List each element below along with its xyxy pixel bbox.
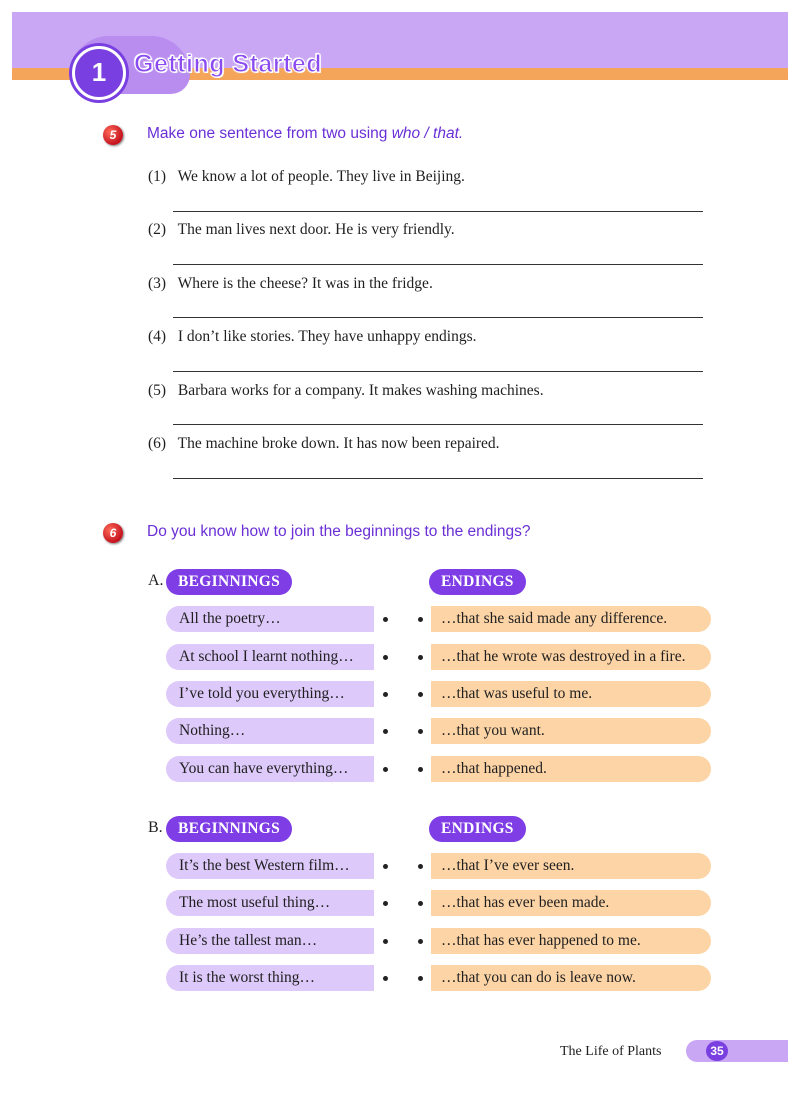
- beginning-item: I’ve told you everything…: [166, 681, 374, 707]
- set-b-endings-header: ENDINGS: [429, 816, 526, 842]
- match-dot-right[interactable]: [418, 901, 423, 906]
- question-text: The machine broke down. It has now been repaired.: [177, 435, 500, 452]
- ending-item: …that happened.: [431, 756, 711, 782]
- match-dot-left[interactable]: [383, 767, 388, 772]
- question-number: (6): [148, 435, 167, 452]
- question-row: [148, 275, 433, 293]
- match-dot-right[interactable]: [418, 692, 423, 697]
- question-number: (1): [148, 168, 167, 185]
- beginning-item: All the poetry…: [166, 606, 374, 632]
- ending-item: …that has ever happened to me.: [431, 928, 711, 954]
- ending-item: …that was useful to me.: [431, 681, 711, 707]
- match-dot-left[interactable]: [383, 617, 388, 622]
- match-dot-right[interactable]: [418, 729, 423, 734]
- match-dot-right[interactable]: [418, 617, 423, 622]
- answer-line-1[interactable]: [173, 211, 703, 212]
- set-a-endings-header: ENDINGS: [429, 569, 526, 595]
- footer-tab: [686, 1040, 788, 1062]
- question-row: [148, 328, 477, 346]
- exercise-6-instruction: Do you know how to join the beginnings to the endings?: [147, 523, 531, 540]
- match-dot-left[interactable]: [383, 655, 388, 660]
- match-dot-right[interactable]: [418, 767, 423, 772]
- answer-line-3[interactable]: [173, 317, 703, 318]
- page-number: 35: [706, 1041, 728, 1061]
- beginning-item: It’s the best Western film…: [166, 853, 374, 879]
- exercise-5-badge: 5: [103, 125, 123, 145]
- question-text: The man lives next door. He is very friendly.: [177, 221, 455, 238]
- question-number: (3): [148, 275, 167, 292]
- match-dot-left[interactable]: [383, 692, 388, 697]
- unit-title: Getting Started: [134, 50, 323, 78]
- question-text: Where is the cheese? It was in the fridge.: [177, 275, 433, 292]
- match-dot-left[interactable]: [383, 864, 388, 869]
- answer-line-4[interactable]: [173, 371, 703, 372]
- question-row: [148, 168, 465, 186]
- answer-line-5[interactable]: [173, 424, 703, 425]
- ending-item: …that he wrote was destroyed in a fire.: [431, 644, 711, 670]
- match-dot-left[interactable]: [383, 939, 388, 944]
- question-number: (5): [148, 382, 167, 399]
- instruction-emphasis: who / that.: [391, 125, 464, 142]
- unit-number-badge: 1: [72, 46, 126, 100]
- beginning-item: He’s the tallest man…: [166, 928, 374, 954]
- question-number: (2): [148, 221, 167, 238]
- match-dot-right[interactable]: [418, 939, 423, 944]
- question-row: [148, 435, 500, 453]
- match-dot-left[interactable]: [383, 976, 388, 981]
- ending-item: …that you can do is leave now.: [431, 965, 711, 991]
- match-dot-right[interactable]: [418, 655, 423, 660]
- footer-book-title: The Life of Plants: [560, 1044, 662, 1059]
- set-b-label: B.: [148, 819, 163, 836]
- set-b-beginnings-header: BEGINNINGS: [166, 816, 292, 842]
- ending-item: …that has ever been made.: [431, 890, 711, 916]
- question-text: I don’t like stories. They have unhappy endings.: [177, 328, 477, 345]
- beginning-item: The most useful thing…: [166, 890, 374, 916]
- exercise-6-badge: 6: [103, 523, 123, 543]
- beginning-item: At school I learnt nothing…: [166, 644, 374, 670]
- question-text: We know a lot of people. They live in Beijing.: [177, 168, 465, 185]
- ending-item: …that you want.: [431, 718, 711, 744]
- question-text: Barbara works for a company. It makes washing machines.: [177, 382, 544, 399]
- question-row: [148, 382, 544, 400]
- set-a-label: A.: [148, 572, 164, 589]
- match-dot-left[interactable]: [383, 729, 388, 734]
- set-a-beginnings-header: BEGINNINGS: [166, 569, 292, 595]
- answer-line-6[interactable]: [173, 478, 703, 479]
- match-dot-right[interactable]: [418, 864, 423, 869]
- instruction-text: Make one sentence from two using: [147, 125, 392, 142]
- question-number: (4): [148, 328, 167, 345]
- ending-item: …that she said made any difference.: [431, 606, 711, 632]
- beginning-item: Nothing…: [166, 718, 374, 744]
- match-dot-right[interactable]: [418, 976, 423, 981]
- beginning-item: You can have everything…: [166, 756, 374, 782]
- match-dot-left[interactable]: [383, 901, 388, 906]
- beginning-item: It is the worst thing…: [166, 965, 374, 991]
- question-row: [148, 221, 455, 239]
- exercise-5-instruction: [147, 125, 463, 143]
- answer-line-2[interactable]: [173, 264, 703, 265]
- ending-item: …that I’ve ever seen.: [431, 853, 711, 879]
